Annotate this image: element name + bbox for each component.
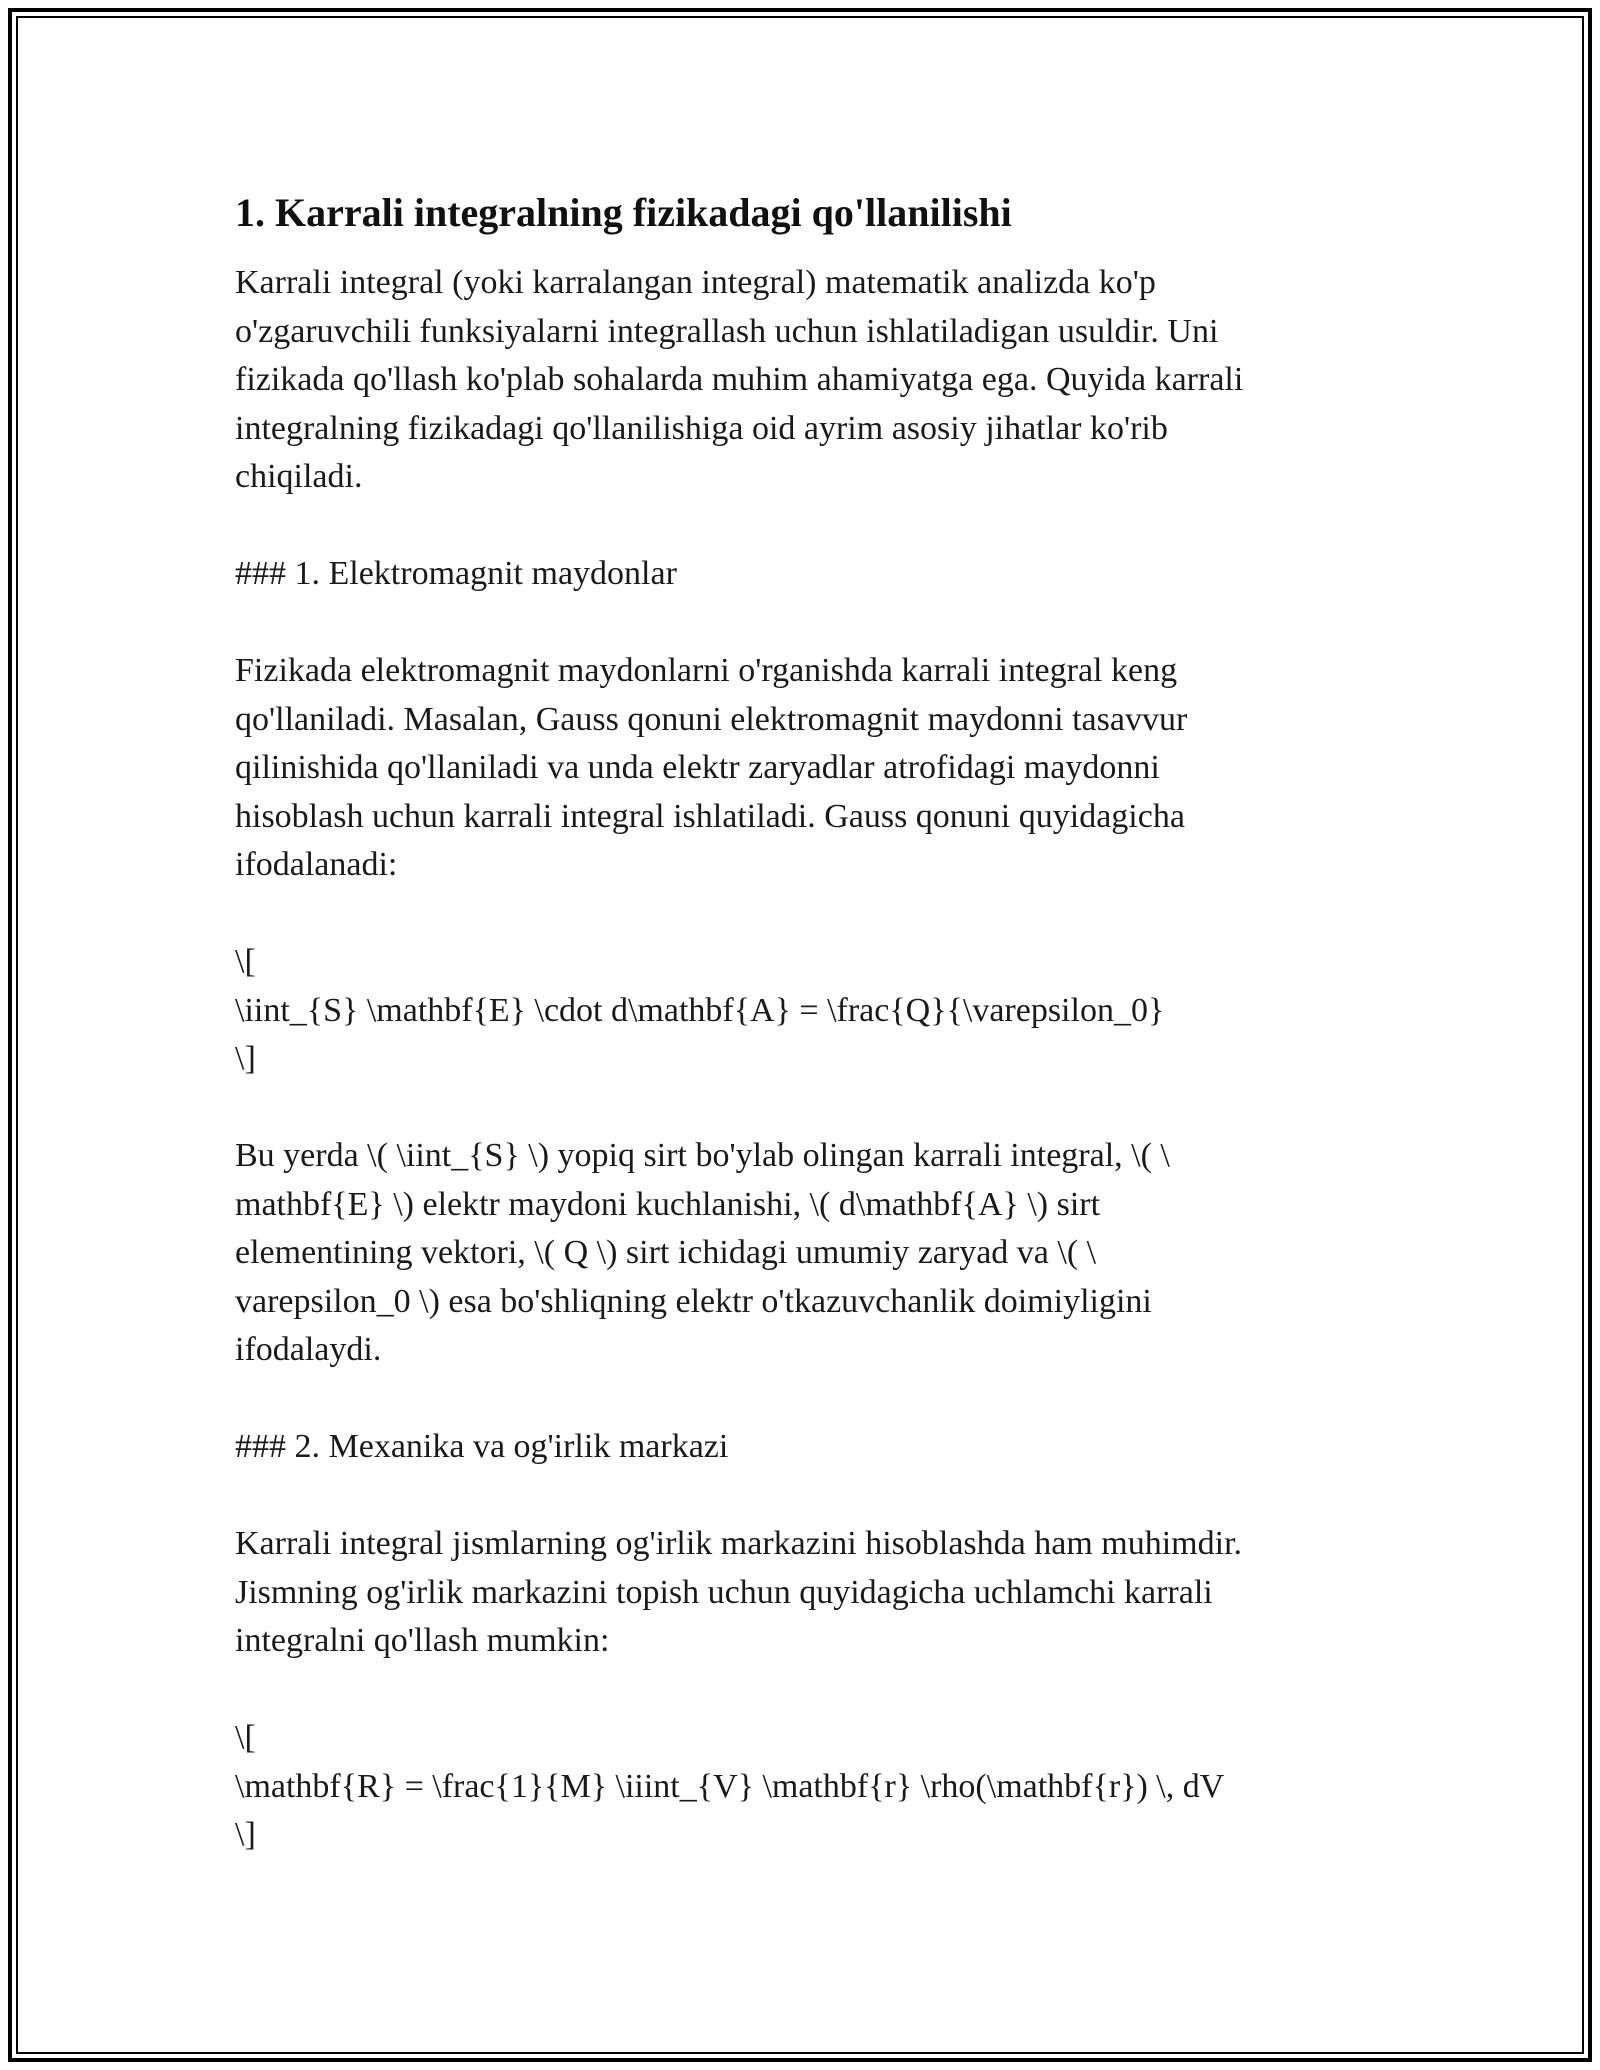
explanation-line: mathbf{E} \) elektr maydoni kuchlanishi, \( d\mathbf{A} \) sirt — [235, 1185, 1101, 1223]
formula-line: \iint_{S} \mathbf{E} \cdot d\mathbf{A} = \frac{Q}{\varepsilon_0} — [235, 991, 1165, 1029]
intro-line: integralning fizikadagi qo'llanilishiga oid ayrim asosiy jihatlar ko'rib — [235, 409, 1168, 447]
section2-line: Karrali integral jismlarning og'irlik markazini hisoblashda ham muhimdir. — [235, 1525, 1243, 1562]
center-of-mass-formula — [235, 1714, 1365, 1860]
spacer — [235, 502, 1365, 551]
spacer — [235, 599, 1365, 648]
section2-line: integralni qo'llash mumkin: — [235, 1622, 610, 1659]
intro-line: o'zgaruvchili funksiyalarni integrallash uchun ishlatiladigan usuldir. Uni — [235, 312, 1219, 350]
explanation-line: elementining vektori, \( Q \) sirt ichidagi umumiy zaryad va \( \ — [235, 1234, 1097, 1271]
section1-line: qo'llaniladi. Masalan, Gauss qonuni elektromagnit maydonni tasavvur — [235, 700, 1188, 738]
section1-line: qilinishida qo'llaniladi va unda elektr zaryadlar atrofidagi maydonni — [235, 749, 1160, 786]
spacer — [235, 1666, 1365, 1715]
intro-line: fizikada qo'llash ko'plab sohalarda muhim ahamiyatga ega. Quyida karrali — [235, 361, 1244, 398]
section1-paragraph — [235, 647, 1365, 890]
intro-line: Karrali integral (yoki karralangan integral) matematik analizda ko'p — [235, 264, 1156, 301]
formula-line: \mathbf{R} = \frac{1}{M} \iiint_{V} \mathbf{r} \rho(\mathbf{r}) \, dV — [235, 1767, 1225, 1805]
formula-line: \[ — [235, 943, 256, 980]
section-heading-electromagnetic: ### 1. Elektromagnit maydonlar — [235, 555, 677, 592]
spacer — [235, 1084, 1365, 1133]
section1-line: ifodalanadi: — [235, 846, 398, 883]
formula-line: \] — [235, 1040, 256, 1077]
explanation-line: Bu yerda \( \iint_{S} \) yopiq sirt bo'ylab olingan karrali integral, \( \ — [235, 1137, 1170, 1174]
spacer — [235, 1375, 1365, 1424]
intro-paragraph — [235, 259, 1365, 502]
formula-line: \] — [235, 1816, 256, 1853]
explanation-line: ifodalaydi. — [235, 1331, 382, 1368]
section1-line: Fizikada elektromagnit maydonlarni o'rganishda karrali integral keng — [235, 652, 1178, 689]
gauss-law-formula — [235, 938, 1365, 1084]
explanation-paragraph — [235, 1132, 1365, 1375]
section1-line: hisoblash uchun karrali integral ishlatiladi. Gauss qonuni quyidagicha — [235, 797, 1185, 835]
formula-line: \[ — [235, 1719, 256, 1756]
document-title: 1. Karrali integralning fizikadagi qo'llanilishi — [235, 190, 1012, 235]
section2-paragraph — [235, 1520, 1365, 1666]
document-body — [235, 185, 1365, 1860]
spacer — [235, 890, 1365, 939]
intro-line: chiqiladi. — [235, 458, 363, 495]
section-heading-mechanics: ### 2. Mexanika va og'irlik markazi — [235, 1428, 729, 1465]
section2-line: Jismning og'irlik markazini topish uchun quyidagicha uchlamchi karrali — [235, 1573, 1213, 1611]
explanation-line: varepsilon_0 \) esa bo'shliqning elektr o'tkazuvchanlik doimiyligini — [235, 1282, 1152, 1320]
spacer — [235, 1472, 1365, 1521]
